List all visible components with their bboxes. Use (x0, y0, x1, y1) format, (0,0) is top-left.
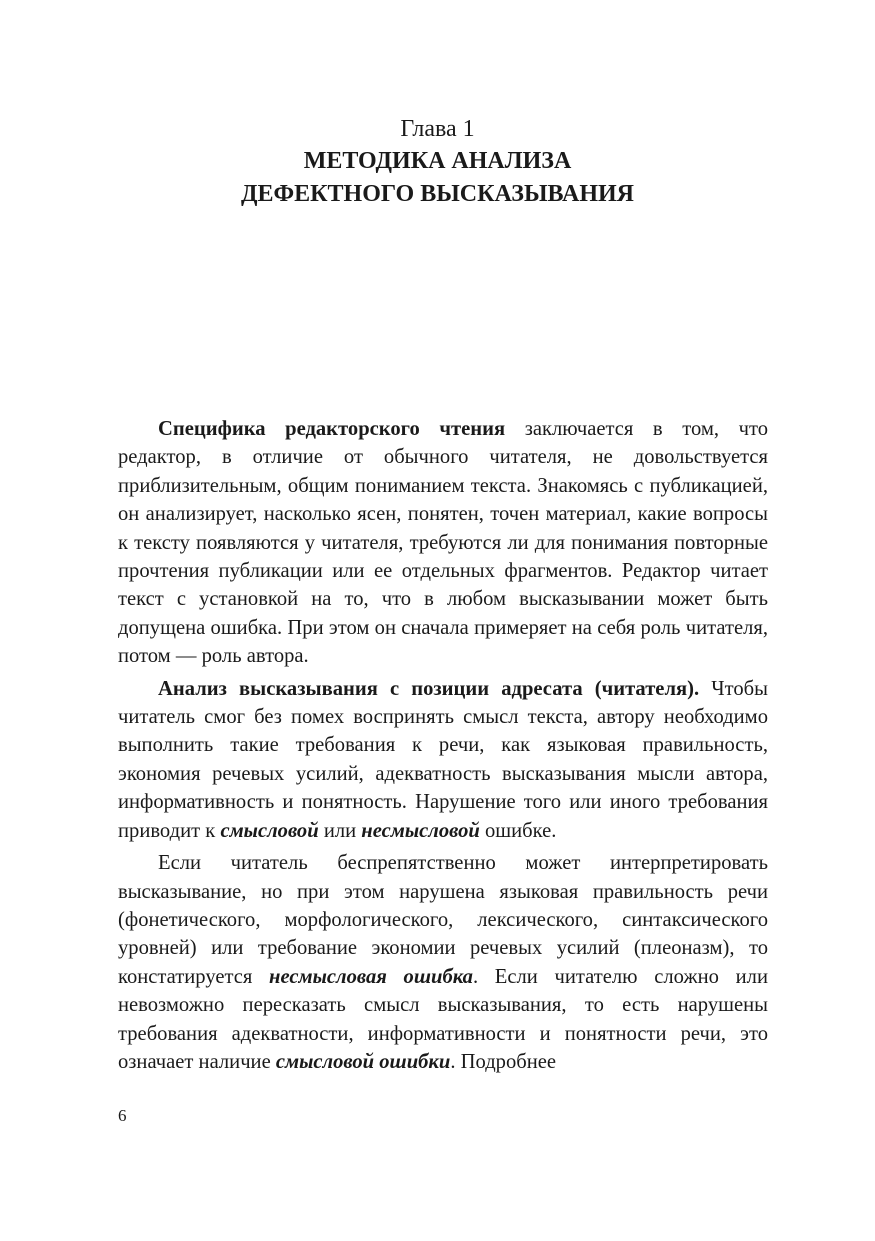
emphasized-term: смысловой ошибки (275, 1050, 451, 1073)
chapter-title-line-2: ДЕФЕКТНОГО ВЫСКАЗЫВАНИЯ (241, 181, 634, 207)
emphasized-term: смысловой (220, 819, 319, 842)
paragraph-3 (118, 849, 768, 1076)
emphasized-term: несмысловая ошибка (269, 965, 473, 988)
chapter-title-line-1: МЕТОДИКА АНАЛИЗА (303, 148, 572, 174)
bold-term: Анализ высказывания с позиции адресата (читателя). (158, 677, 700, 700)
paragraph-text: заключается в том, что редактор, в отличие от обычного читателя, не довольствуется приблизительным, общим пониманием текста. Знакомясь с публикацией, он анализирует, насколько ясен, понятен, точен материал, какие вопросы к тексту появляются у читателя, требуются ли для понимания повторные прочтения публикации или ее отдельных фрагментов. Редактор читает текст с установкой на то, что в любом высказывании может быть допущена ошибка. При этом он сначала примеряет на себя роль читателя, потом — роль автора. (118, 418, 768, 668)
paragraph-1 (118, 415, 768, 671)
emphasized-term: несмысловой (361, 819, 480, 842)
paragraph-text: или (318, 819, 362, 842)
paragraph-2 (118, 675, 768, 845)
page-number: 6 (118, 1106, 127, 1125)
paragraph-text: . Подробнее (450, 1050, 557, 1073)
paragraph-text: Чтобы читатель смог без помех воспринять смысл текста, автору необходимо выполнить такие требования к речи, как языковая правильность, экономия речевых усилий, адекватность высказывания мысли автора, информативность и понятность. Нарушение того или иного требования приводит к (118, 677, 768, 842)
chapter-body (118, 415, 768, 1076)
chapter-label: Глава 1 (400, 116, 475, 142)
paragraph-text: Если читатель беспрепятственно может интерпретировать высказывание, но при этом нарушена языковая правильность речи (фонетического, морфологического, лексического, синтаксического уровней) или требование экономии речевых усилий (плеоназм), то констатируется (118, 852, 768, 988)
paragraph-text: . Если читателю сложно или невозможно пересказать смысл высказывания, то есть нарушены требования адекватности, информативности и понятности речи, это означает наличие (118, 965, 768, 1073)
chapter-heading (0, 113, 875, 211)
paragraph-text: ошибке. (479, 819, 557, 842)
bold-term: Специфика редакторского чтения (158, 418, 506, 440)
